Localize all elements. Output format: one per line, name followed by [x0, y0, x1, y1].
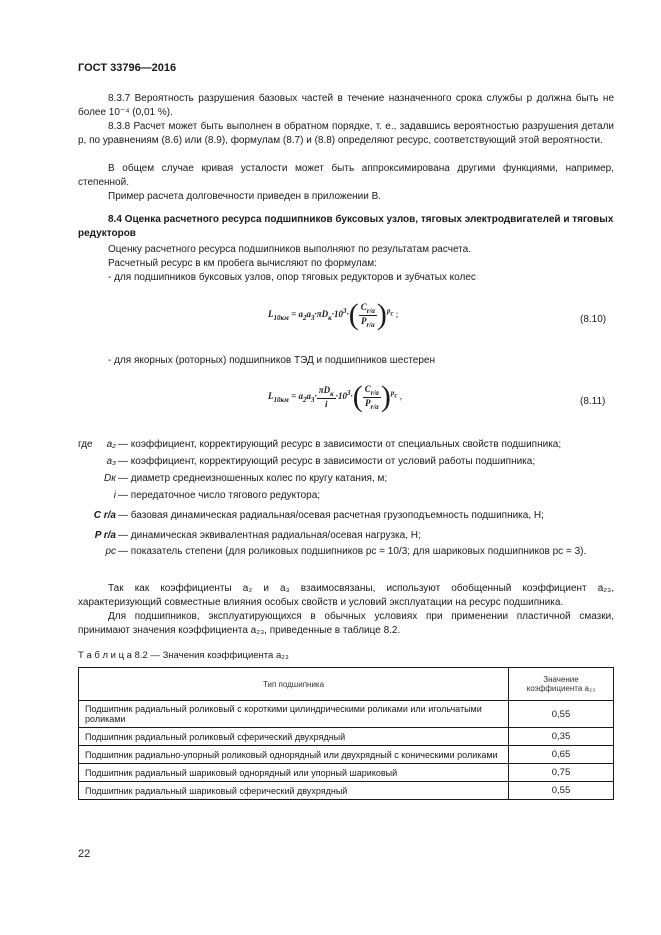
definition-symbol: pc	[105, 546, 116, 557]
column-header-type: Тип подшипника	[79, 668, 509, 701]
definition-symbol: P r/a	[94, 530, 116, 541]
cell-value: 0,55	[509, 782, 614, 800]
paragraph-coefficients: Так как коэффициенты a₂ и a₃ взаимосвязаны, используют обобщенный коэффициент a₂₃, характеризующий совместные влияния особых свойств и условий эксплуатации на ресурс подшипника.	[78, 583, 614, 608]
definition-row	[78, 455, 618, 472]
table-row	[79, 701, 614, 728]
definition-row	[78, 545, 618, 559]
definition-symbol: i	[113, 490, 116, 501]
definition-row	[78, 529, 618, 545]
table-row	[79, 746, 614, 764]
paragraph-8-3-7: 8.3.7 Вероятность разрушения базовых частей в течение назначенного срока службы p должна быть не более 10⁻⁴ (0,01 %).	[78, 93, 614, 118]
definition-text: — диаметр среднеизношенных колес по кругу катания, м;	[118, 473, 388, 484]
equation-number-8-11: (8.11)	[580, 396, 606, 407]
coefficient-table	[78, 667, 614, 800]
definition-row	[78, 489, 618, 509]
cell-type: Подшипник радиальный роликовый с короткими цилиндрическими роликами или игольчатыми роликами	[79, 701, 509, 728]
paragraph-calc: Расчетный ресурс в км пробега вычисляют по формулам:	[108, 258, 377, 269]
definition-symbol: C r/a	[93, 510, 116, 521]
table-header-row	[79, 668, 614, 701]
cell-value: 0,35	[509, 728, 614, 746]
cell-value: 0,75	[509, 764, 614, 782]
definition-text: — коэффициент, корректирующий ресурс в зависимости от условий работы подшипника;	[118, 456, 536, 467]
equation-number-8-10: (8.10)	[580, 314, 607, 325]
definition-row	[78, 472, 618, 489]
paragraph-general: В общем случае кривая усталости может быть аппроксимирована другими функциями, например, степенной.	[78, 163, 614, 188]
definition-row	[78, 509, 618, 529]
definition-symbol: a₃	[106, 456, 116, 467]
cell-type: Подшипник радиально-упорный роликовый однорядный или двухрядный с коническими роликами	[79, 746, 509, 764]
paragraph-dash-2: - для якорных (роторных) подшипников ТЭД и подшипников шестерен	[108, 355, 435, 366]
cell-type: Подшипник радиальный шариковый однорядный или упорный шариковый	[79, 764, 509, 782]
paragraph-assess: Оценку расчетного ресурса подшипников выполняют по результатам расчета.	[108, 244, 471, 255]
paragraph-bearings: Для подшипников, эксплуатирующихся в обычных условиях при применении пластичной смазки, принимают значения коэффициента a₂₃, приведенные в таблице 8.2.	[78, 611, 614, 636]
table-row	[79, 728, 614, 746]
definition-text: — базовая динамическая радиальная/осевая расчетная грузоподъемность подшипника, Н;	[118, 510, 544, 521]
paragraph-example: Пример расчета долговечности приведен в приложении В.	[108, 191, 382, 202]
paragraph-8-3-8: 8.3.8 Расчет может быть выполнен в обратном порядке, т. е., задавшись вероятностью разрушения детали p, по уравнениям (8.6) или (8.9), формулам (8.7) и (8.8) определяют ресурс, соответствующий этой вероятности.	[78, 121, 614, 146]
section-heading-8-4: 8.4 Оценка расчетного ресурса подшипников буксовых узлов, тяговых электродвигателей и тяговых редукторов	[78, 214, 614, 239]
definition-row	[78, 438, 618, 455]
table-row	[79, 764, 614, 782]
page-number: 22	[78, 848, 91, 860]
cell-type: Подшипник радиальный шариковый сферический двухрядный	[79, 782, 509, 800]
document-header: ГОСТ 33796—2016	[78, 62, 177, 74]
column-header-value: Значение коэффициента a₂₃	[509, 668, 614, 701]
definition-symbol: Dк	[104, 473, 116, 484]
paragraph-dash-1: - для подшипников буксовых узлов, опор тяговых редукторов и зубчатых колес	[108, 272, 476, 283]
formula-8-11: $L_{10км} = a_2a_3\cdot$ $\frac{\pi D_к}{i}$ $\cdot 10^3\cdot$( $\frac{C_{r/a}}{P_{r/a}}$ )$^{p_c}$ ,	[268, 380, 403, 413]
cell-value: 0,65	[509, 746, 614, 764]
definition-text: — динамическая эквивалентная радиальная/осевая нагрузка, Н;	[118, 530, 421, 541]
definition-text: — показатель степени (для роликовых подшипников pc = 10/3; для шариковых подшипников pc = 3).	[118, 546, 587, 557]
table-caption: Т а б л и ц а 8.2 — Значения коэффициента a₂₃	[78, 650, 289, 661]
definition-symbol: a₂	[106, 439, 116, 450]
table-row	[79, 782, 614, 800]
formula-8-10: $L_{10км} = a_2a_3\cdot\pi D_к\cdot 10^3\cdot$( $\frac{C_{r/a}}{P_{r/a}}$ )$^{p_c}$ ;	[268, 298, 399, 331]
cell-value: 0,55	[509, 701, 614, 728]
definitions-list	[78, 438, 618, 559]
definition-text: — передаточное число тягового редуктора;	[118, 490, 321, 501]
cell-type: Подшипник радиальный роликовый сферический двухрядный	[79, 728, 509, 746]
definition-text: — коэффициент, корректирующий ресурс в зависимости от специальных свойств подшипника;	[118, 439, 562, 450]
where-word: где	[78, 439, 93, 450]
